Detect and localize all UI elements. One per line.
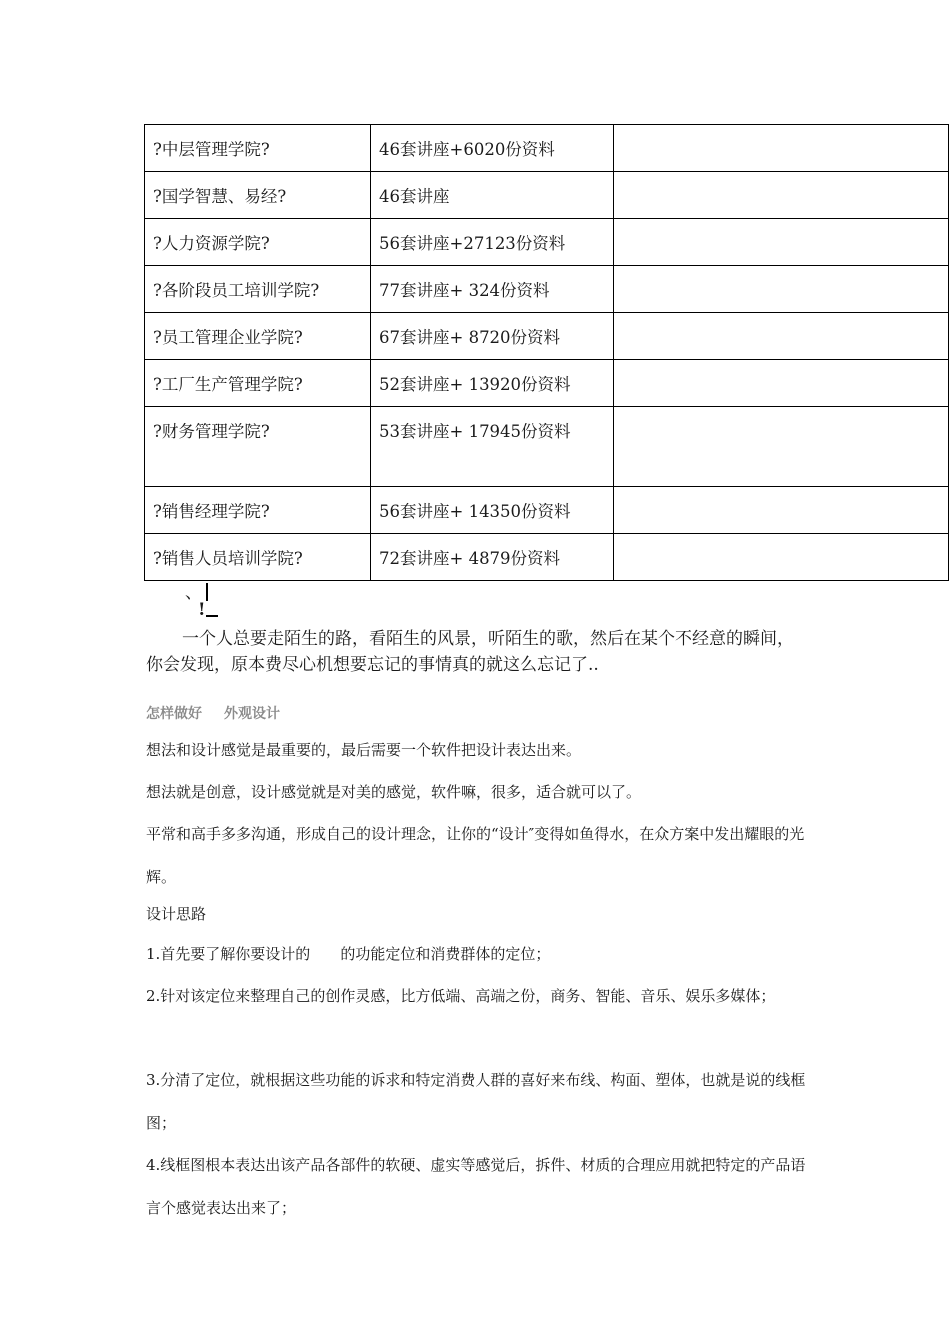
table-row <box>145 219 949 266</box>
empty-cell <box>614 313 949 360</box>
paragraph: 想法和设计感觉是最重要的，最后需要一个软件把设计表达出来。 <box>146 741 582 759</box>
empty-cell <box>614 266 949 313</box>
intro-paragraph: 一个人总要走陌生的路，看陌生的风景，听陌生的歌，然后在某个不经意的瞬间，你会发现，原本费尽心机想要忘记的事情真的就这么忘记了.. <box>146 629 794 675</box>
subtitle-part2: 外观设计 <box>224 706 280 722</box>
empty-cell <box>614 219 949 266</box>
empty-cell <box>614 125 949 172</box>
course-content: 46套讲座+6020份资料 <box>371 125 614 172</box>
paragraph: 平常和高手多多沟通，形成自己的设计理念，让你的“设计″变得如鱼得水，在众方案中发出耀眼的光辉。 <box>146 825 805 886</box>
course-name: ?中层管理学院? <box>145 125 371 172</box>
course-name: ?员工管理企业学院? <box>145 313 371 360</box>
course-name: ?各阶段员工培训学院? <box>145 266 371 313</box>
course-content: 53套讲座+ 17945份资料 <box>371 407 614 487</box>
subtitle-part1: 怎样做好 <box>146 706 202 722</box>
course-content: 72套讲座+ 4879份资料 <box>371 534 614 581</box>
course-content: 56套讲座+27123份资料 <box>371 219 614 266</box>
table-row <box>145 487 949 534</box>
course-name: ?财务管理学院? <box>145 407 371 487</box>
empty-cell <box>614 487 949 534</box>
course-name: ?国学智慧、易经? <box>145 172 371 219</box>
course-content: 67套讲座+ 8720份资料 <box>371 313 614 360</box>
course-name: ?工厂生产管理学院? <box>145 360 371 407</box>
course-content: 77套讲座+ 324份资料 <box>371 266 614 313</box>
table-row <box>145 125 949 172</box>
paragraph: 4.线框图根本表达出该产品各部件的软硬、虚实等感觉后，拆件、材质的合理应用就把特定的产品语言个感觉表达出来了； <box>146 1156 806 1217</box>
course-content: 52套讲座+ 13920份资料 <box>371 360 614 407</box>
table-row <box>145 266 949 313</box>
course-name: ?销售经理学院? <box>145 487 371 534</box>
empty-cell <box>614 534 949 581</box>
course-content: 46套讲座 <box>371 172 614 219</box>
paragraph: 3.分清了定位，就根据这些功能的诉求和特定消费人群的喜好来布线、构面、塑体，也就是说的线框图； <box>146 1071 806 1132</box>
paragraph: 2.针对该定位来整理自己的创作灵感，比方低端、高端之份，商务、智能、音乐、娱乐多媒体； <box>146 987 776 1005</box>
empty-cell <box>614 172 949 219</box>
paragraph-heading: 设计思路 <box>146 905 207 923</box>
table-row <box>145 313 949 360</box>
paragraph: 1.首先要了解你要设计的 的功能定位和消费群体的定位； <box>146 945 551 963</box>
course-table <box>144 124 949 581</box>
empty-cell <box>614 407 949 487</box>
course-name: ?销售人员培训学院? <box>145 534 371 581</box>
table-row <box>145 360 949 407</box>
course-content: 56套讲座+ 14350份资料 <box>371 487 614 534</box>
table-row <box>145 172 949 219</box>
table-row <box>145 534 949 581</box>
section-subtitle <box>146 703 280 723</box>
stray-mark-exclaim: ! <box>198 600 218 620</box>
course-name: ?人力资源学院? <box>145 219 371 266</box>
table-row <box>145 407 949 487</box>
paragraph: 想法就是创意，设计感觉就是对美的感觉，软件嘛，很多，适合就可以了。 <box>146 783 642 801</box>
stray-mark-comma: 、 <box>185 578 208 603</box>
empty-cell <box>614 360 949 407</box>
